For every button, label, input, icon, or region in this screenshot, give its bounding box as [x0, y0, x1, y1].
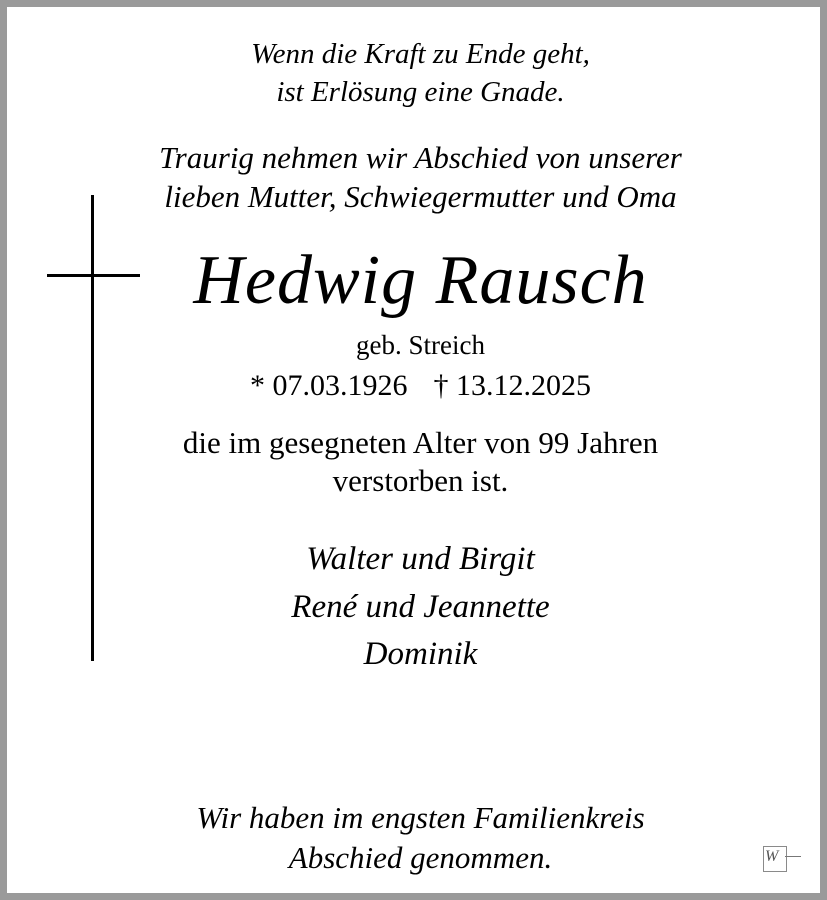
age-line-2: verstorben ist.	[332, 463, 509, 498]
publisher-logo-icon	[763, 843, 803, 875]
closing-line-1: Wir haben im engsten Familienkreis	[196, 800, 645, 835]
motto-line-1: Wenn die Kraft zu Ende geht,	[251, 38, 590, 70]
intro-line-2: lieben Mutter, Schwiegermutter und Oma	[164, 179, 677, 214]
death-date: † 13.12.2025	[433, 369, 591, 402]
life-dates	[7, 371, 827, 401]
family-member: René und Jeannette	[291, 589, 550, 625]
intro-line-1: Traurig nehmen wir Abschied von unserer	[159, 140, 682, 175]
family-member: Dominik	[363, 636, 478, 672]
closing-line-2: Abschied genommen.	[288, 840, 553, 875]
publisher-logo-text: W	[765, 848, 777, 865]
motto-line-2: ist Erlösung eine Gnade.	[276, 76, 565, 108]
family-member: Walter und Birgit	[306, 541, 535, 577]
maiden-name: geb. Streich	[356, 330, 485, 360]
age-line-1: die im gesegneten Alter von 99 Jahren	[182, 425, 659, 460]
birth-date: * 07.03.1926	[250, 369, 408, 402]
deceased-name: Hedwig Rausch	[193, 242, 648, 319]
